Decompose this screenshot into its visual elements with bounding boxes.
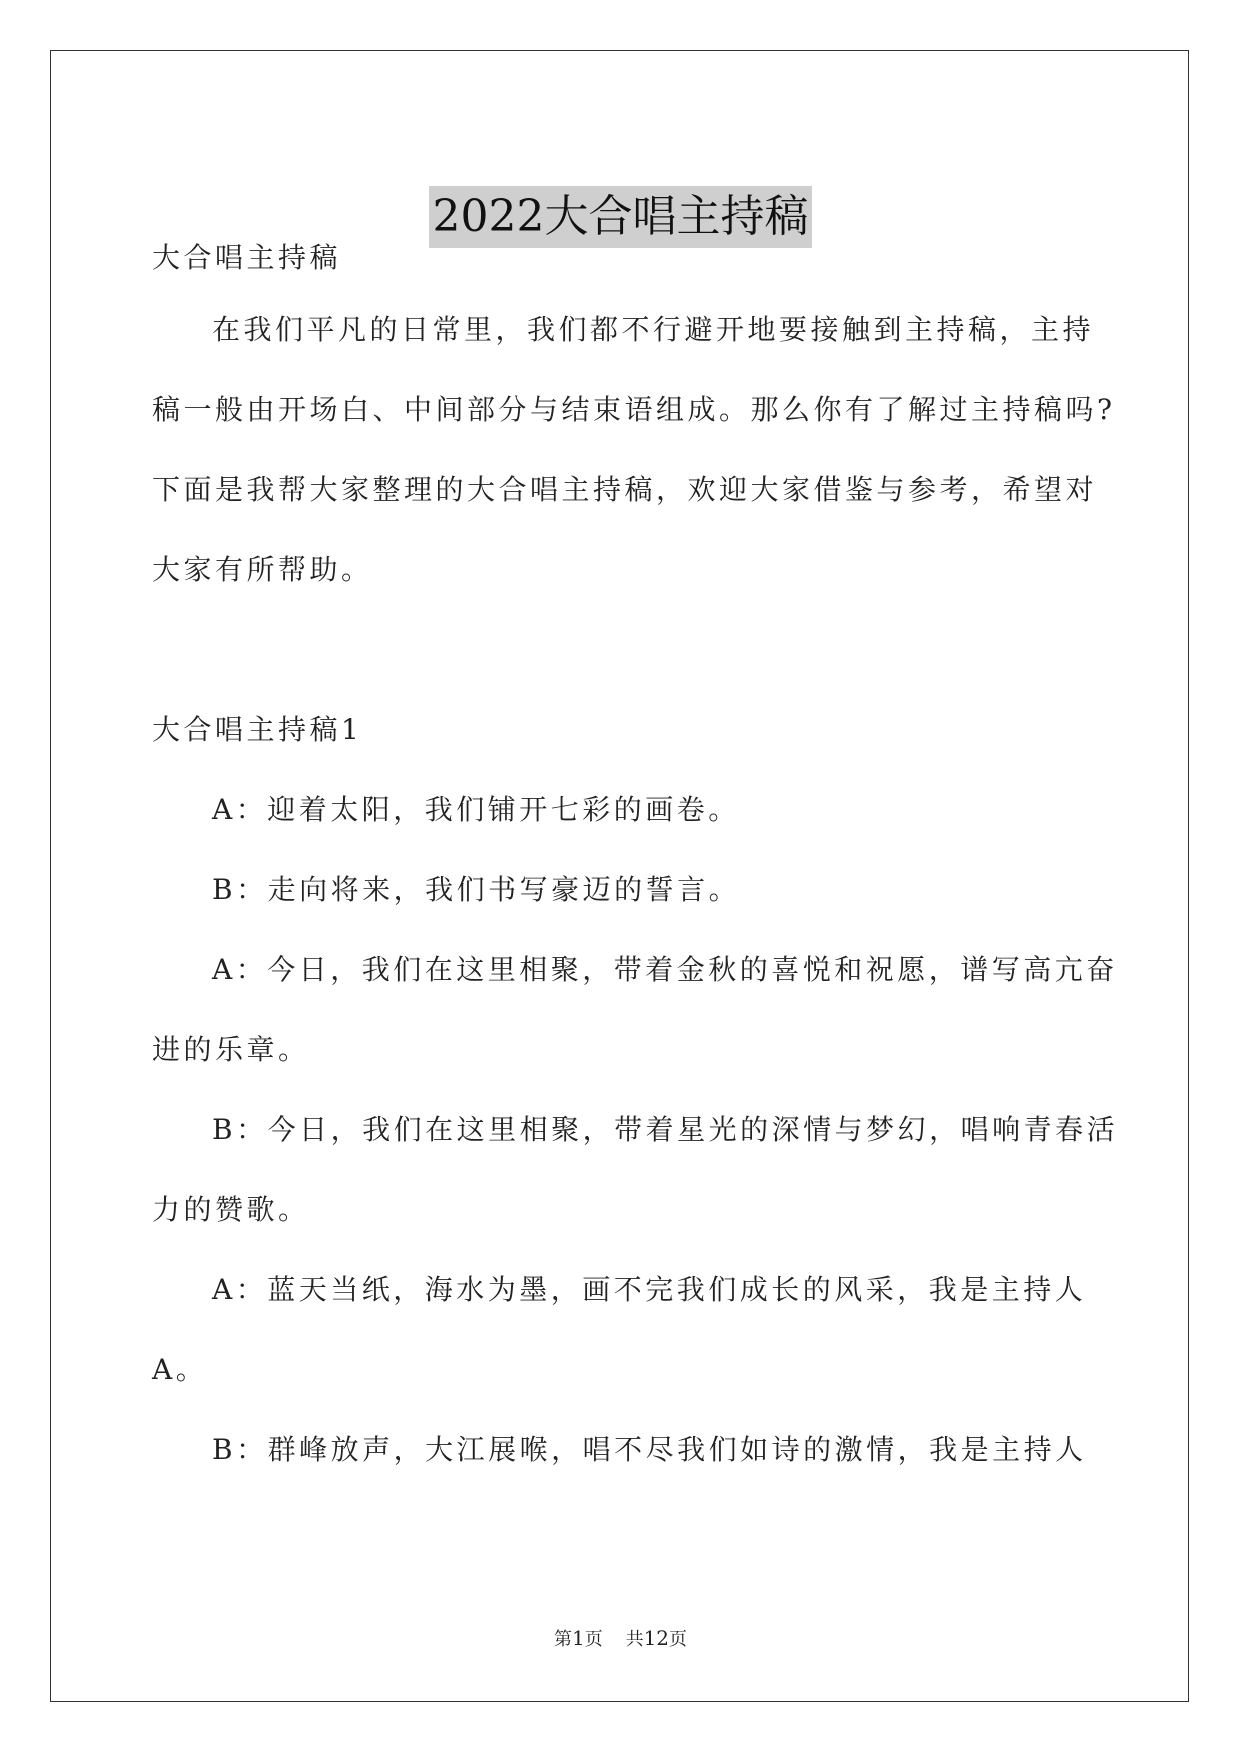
page-label-suffix: 页 xyxy=(584,1629,603,1650)
paragraph-line: 在我们平凡的日常里，我们都不行避开地要接触到主持稿，主持 xyxy=(212,313,1095,346)
dialogue-line: 进的乐章。 xyxy=(152,1033,310,1066)
dialogue-line: B：今日，我们在这里相聚，带着星光的深情与梦幻，唱响青春活 xyxy=(212,1113,1119,1146)
paragraph-line: 大家有所帮助。 xyxy=(152,553,373,586)
dialogue-line: A。 xyxy=(152,1353,208,1386)
dialogue-line: A：今日，我们在这里相聚，带着金秋的喜悦和祝愿，谱写高亢奋 xyxy=(212,953,1118,986)
section-heading: 大合唱主持稿1 xyxy=(152,713,363,746)
total-pages: 12 xyxy=(643,1626,670,1650)
page-footer xyxy=(0,1625,1241,1651)
dialogue-line: B：群峰放声，大江展喉，唱不尽我们如诗的激情，我是主持人 xyxy=(212,1433,1087,1466)
dialogue-line: A：蓝天当纸，海水为墨，画不完我们成长的风采，我是主持人 xyxy=(212,1273,1087,1306)
section-heading: 大合唱主持稿 xyxy=(152,241,342,274)
page-number: 1 xyxy=(571,1626,585,1650)
dialogue-line: 力的赞歌。 xyxy=(152,1193,310,1226)
document-title: 2022大合唱主持稿 xyxy=(429,186,813,248)
dialogue-line: B：走向将来，我们书写豪迈的誓言。 xyxy=(212,873,741,906)
total-label-suffix: 页 xyxy=(669,1629,688,1650)
dialogue-line: A：迎着太阳，我们铺开七彩的画卷。 xyxy=(212,793,740,826)
total-label-prefix: 共 xyxy=(625,1629,644,1650)
paragraph-line: 下面是我帮大家整理的大合唱主持稿，欢迎大家借鉴与参考，希望对 xyxy=(152,473,1098,506)
paragraph-line: 稿一般由开场白、中间部分与结束语组成。那么你有了解过主持稿吗? xyxy=(152,393,1116,426)
page-label-prefix: 第 xyxy=(553,1629,572,1650)
